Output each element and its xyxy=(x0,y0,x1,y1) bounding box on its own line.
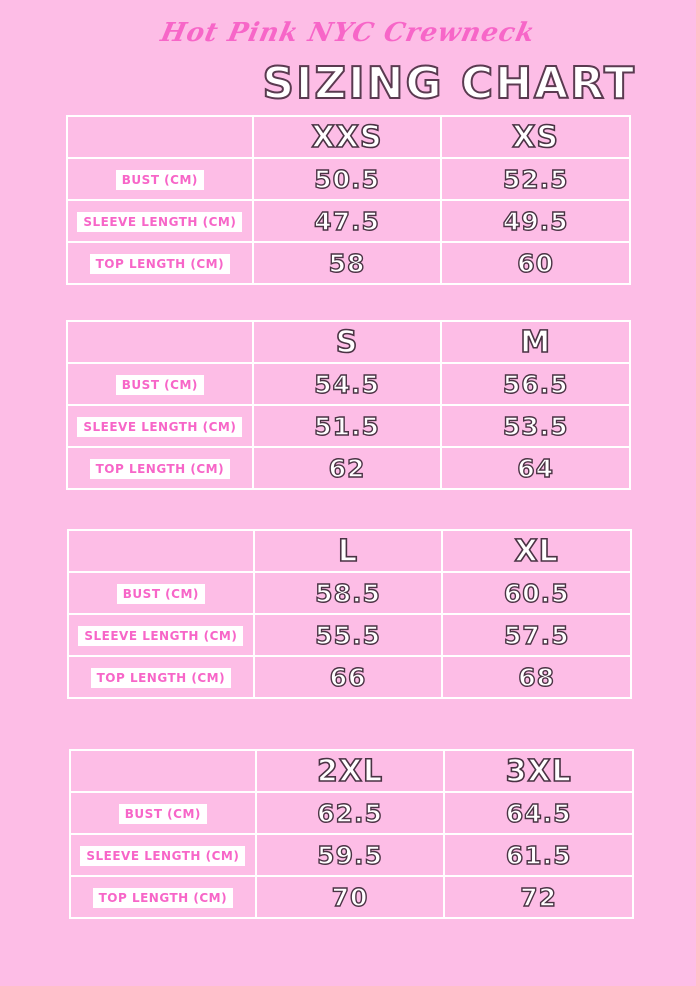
size-header-cell xyxy=(444,750,633,792)
sleeve-length-label: SLEEVE LENGTH (CM) xyxy=(80,846,245,866)
size-label: 2XL xyxy=(316,753,384,789)
value-cell xyxy=(256,876,445,918)
size-table-l-xl xyxy=(67,529,632,699)
row-label-cell xyxy=(67,158,253,200)
row-label-cell xyxy=(67,242,253,284)
row-label-cell xyxy=(68,656,254,698)
value-cell xyxy=(254,614,443,656)
bust-value: 52.5 xyxy=(502,164,569,194)
value-cell xyxy=(253,200,442,242)
size-header-cell xyxy=(441,116,630,158)
sleeve-value: 61.5 xyxy=(505,840,572,870)
bust-row xyxy=(70,792,633,834)
size-header-row xyxy=(67,116,630,158)
sleeve-value: 59.5 xyxy=(317,840,383,870)
value-cell xyxy=(441,447,630,489)
value-cell xyxy=(256,834,445,876)
bust-row xyxy=(67,363,630,405)
bust-label: BUST (CM) xyxy=(117,584,205,604)
sleeve-length-label: SLEEVE LENGTH (CM) xyxy=(77,417,242,437)
bust-value: 60.5 xyxy=(503,578,570,608)
sleeve-value: 53.5 xyxy=(502,411,569,441)
value-cell xyxy=(442,572,631,614)
value-cell xyxy=(441,200,630,242)
size-header-row xyxy=(67,321,630,363)
top-length-value: 66 xyxy=(329,662,367,692)
size-label: XS xyxy=(512,119,560,155)
top-length-label: TOP LENGTH (CM) xyxy=(91,668,232,688)
sleeve-row xyxy=(70,834,633,876)
size-label: L xyxy=(337,533,359,569)
sleeve-value: 55.5 xyxy=(315,620,381,650)
size-header-cell xyxy=(442,530,631,572)
bust-value: 58.5 xyxy=(315,578,381,608)
empty-corner-cell xyxy=(70,750,256,792)
size-label: 3XL xyxy=(505,753,572,789)
size-header-cell xyxy=(256,750,445,792)
value-cell xyxy=(254,572,443,614)
top-length-row xyxy=(70,876,633,918)
sleeve-value: 51.5 xyxy=(314,411,380,441)
value-cell xyxy=(441,242,630,284)
size-label: XXS xyxy=(311,119,383,155)
value-cell xyxy=(441,363,630,405)
empty-corner-cell xyxy=(67,321,253,363)
row-label-cell xyxy=(67,447,253,489)
top-length-row xyxy=(67,242,630,284)
bust-value: 56.5 xyxy=(502,369,569,399)
size-label: S xyxy=(335,324,359,360)
empty-corner-cell xyxy=(68,530,254,572)
value-cell xyxy=(444,876,633,918)
sleeve-row xyxy=(67,405,630,447)
size-table-s-m xyxy=(66,320,631,490)
row-label-cell xyxy=(67,405,253,447)
top-length-label: TOP LENGTH (CM) xyxy=(93,888,234,908)
row-label-cell xyxy=(70,876,256,918)
bust-label: BUST (CM) xyxy=(116,170,204,190)
bust-value: 54.5 xyxy=(314,369,380,399)
top-length-value: 60 xyxy=(517,248,555,278)
value-cell xyxy=(444,834,633,876)
top-length-value: 68 xyxy=(518,662,556,692)
bust-label: BUST (CM) xyxy=(116,375,204,395)
sleeve-value: 49.5 xyxy=(502,206,569,236)
size-header-row xyxy=(68,530,631,572)
size-header-cell xyxy=(441,321,630,363)
size-label: XL xyxy=(514,533,559,569)
top-length-label: TOP LENGTH (CM) xyxy=(90,459,231,479)
value-cell xyxy=(441,158,630,200)
bust-value: 64.5 xyxy=(505,798,572,828)
size-header-row xyxy=(70,750,633,792)
row-label-cell xyxy=(67,363,253,405)
value-cell xyxy=(254,656,443,698)
value-cell xyxy=(444,792,633,834)
top-length-row xyxy=(68,656,631,698)
size-header-cell xyxy=(254,530,443,572)
row-label-cell xyxy=(67,200,253,242)
sleeve-length-label: SLEEVE LENGTH (CM) xyxy=(78,626,243,646)
bust-row xyxy=(68,572,631,614)
bust-label: BUST (CM) xyxy=(119,804,207,824)
value-cell xyxy=(253,242,442,284)
size-table-xxs-xs xyxy=(66,115,631,285)
value-cell xyxy=(253,405,442,447)
top-length-label: TOP LENGTH (CM) xyxy=(90,254,231,274)
bust-row xyxy=(67,158,630,200)
top-length-value: 70 xyxy=(331,882,369,912)
top-length-row xyxy=(67,447,630,489)
sleeve-value: 47.5 xyxy=(314,206,380,236)
page-title: SIZING CHART xyxy=(262,58,636,109)
top-length-value: 62 xyxy=(328,453,366,483)
row-label-cell xyxy=(70,834,256,876)
sleeve-length-label: SLEEVE LENGTH (CM) xyxy=(77,212,242,232)
row-label-cell xyxy=(68,614,254,656)
size-label: M xyxy=(520,324,552,360)
product-name: Hot Pink NYC Crewneck xyxy=(158,18,538,48)
row-label-cell xyxy=(68,572,254,614)
value-cell xyxy=(253,158,442,200)
sleeve-row xyxy=(68,614,631,656)
top-length-value: 64 xyxy=(517,453,555,483)
value-cell xyxy=(253,447,442,489)
bust-value: 62.5 xyxy=(317,798,383,828)
row-label-cell xyxy=(70,792,256,834)
value-cell xyxy=(442,614,631,656)
value-cell xyxy=(253,363,442,405)
empty-corner-cell xyxy=(67,116,253,158)
value-cell xyxy=(441,405,630,447)
size-header-cell xyxy=(253,116,442,158)
top-length-value: 72 xyxy=(520,882,558,912)
value-cell xyxy=(442,656,631,698)
bust-value: 50.5 xyxy=(314,164,380,194)
sleeve-row xyxy=(67,200,630,242)
value-cell xyxy=(256,792,445,834)
sleeve-value: 57.5 xyxy=(503,620,570,650)
top-length-value: 58 xyxy=(328,248,366,278)
size-header-cell xyxy=(253,321,442,363)
size-table-2xl-3xl xyxy=(69,749,634,919)
